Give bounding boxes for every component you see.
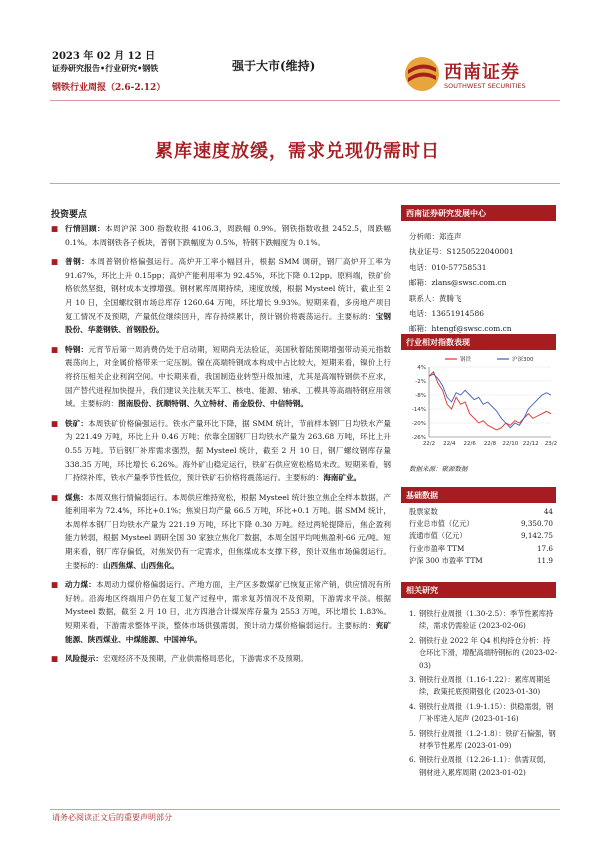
fundamentals-table	[409, 506, 553, 567]
analyst-email[interactable]: 邮箱：zlans@swsc.com.cn	[409, 278, 507, 288]
logo-text-cn: 西南证券	[444, 62, 520, 83]
point-text: 元宵节后第一周消费仍处于启动期，短期尚无法验证，美国秋着陆预期增强带动美元指数震荡向上，对金属价格带来一定压制。镍在高端特钢成本构成中占比较大，短期来看，镍价上行将挤压相关企业利润空间。中长期来看，我国制造业转型升级加速，尤其是高端特钢供不应求，国产替代进程加快提升，我们建议关注航天军工、核电、能源、轴承、工模具等高端特钢应用领域。主要标的：	[65, 344, 392, 409]
title-divider	[50, 183, 560, 184]
point-label: 动力煤：	[65, 580, 97, 590]
related-item[interactable]: 5. 钢铁行业周报（1.2-1.8）：铁矿石偏强，钢材季节性累库 (2023-01-09)	[409, 728, 556, 751]
point-text: 本周沪深 300 指数收报 4106.3，周跌幅 0.9%。钢铁指数收报 2452.5，周跌幅 0.1%。本周钢铁各子板块，普钢下跌幅度为 0.5%，特钢下跌幅度为 0.1%。	[65, 224, 392, 247]
bullet-icon: ■	[51, 580, 59, 590]
key-points-heading: 投资要点	[51, 210, 88, 220]
analyst-license: 执业证号：S1250522040001	[409, 247, 514, 257]
point-text: 本周双焦行情偏弱运行。本周供应维持宽松，根据 Mysteel 统计独立焦企全样本数据，产能利用率为 72.4%，环比+0.1%；焦炭日均产量 66.5 万吨，环比+0.1 万吨。据 SMM 统计，本周样本钢厂日均铁水产量为 221.19 万吨，环比下降 0.30 万吨。经过两轮提降后，焦企盈利能力转弱，根据 Mysteel 调研全国 30 家独立焦化厂数据，本周全国平均吨焦盈利-66 元/吨。短期来看，钢厂库存偏低，对焦炭仍有一定需求，但焦煤成本支撑下移，预计双焦市场偏弱运行。主要标的：	[65, 492, 391, 570]
chart-legend-label: 钢铁	[460, 357, 472, 363]
fund-value: 44	[543, 507, 553, 516]
related-item[interactable]: 2. 钢铁行业 2022 年 Q4 机构持仓分析：持仓环比下滑，增配高端特钢标的 (2023-02-03)	[409, 635, 558, 670]
related-item[interactable]: 4. 钢铁行业周报（1.9-1.15）：供稳需弱，钢厂补库进入尾声 (2023-01-16)	[409, 701, 554, 724]
logo-text-en: SOUTHWEST SECURITIES	[444, 82, 526, 90]
related-item-text[interactable]: 钢铁行业 2022 年 Q4 机构持仓分析：持仓环比下滑，增配高端特钢标的 (2023-02-03)	[419, 635, 558, 670]
related-research-list	[409, 608, 557, 781]
bullet-icon: ■	[51, 344, 59, 354]
chart-series-line-1	[429, 374, 551, 428]
logo-emblem-icon	[404, 56, 440, 92]
contact-name: 联系人：黄腾飞	[409, 293, 462, 303]
point-label: 普钢：	[65, 257, 90, 267]
fund-value: 11.9	[536, 555, 553, 565]
chart-x-tick-label: 23/2	[544, 441, 557, 447]
related-item-text[interactable]: 钢铁行业周报（12.26-1.1）：供需双弱，钢材进入累库周期 (2023-01-02)	[419, 755, 551, 777]
report-type: 证券研究报告•行业研究•钢铁	[52, 63, 159, 73]
point-companies: 山西焦煤、山西焦化。	[102, 560, 179, 570]
fund-value: 9,142.75	[520, 531, 553, 541]
point-companies: 图南股份、抚顺特钢、久立特材、甬金股份、中信特钢。	[118, 399, 308, 409]
related-item[interactable]: 3. 钢铁行业周报（1.16-1.22）：累库周期延续，政策托底预期强化 (2023-01-30)	[409, 675, 551, 697]
point-label: 风险提示：	[65, 654, 103, 664]
chart-x-tick-label: 22/4	[443, 441, 456, 447]
point-text: 本周普钢价格偏强运行。高炉开工率小幅回升，根据 SMM 调研，钢厂高炉开工率为 91.67%，环比上升 0.15pp；高炉产能利用率为 92.45%，环比下降 0.12pp。原料端，铁矿价格依然坚挺，钢材成本支撑增强。钢材累库周期持续，速度放缓，根据 Mysteel 统计，截止至 2 月 10 日，全国螺纹钢市场总库存 1260.64 万吨，环比增长 9.93%。短期来看，多房地产项目复工情况不及预期，产量低位继续回升，库存持续累计，预计钢价将震荡运行。主要标的：	[65, 257, 392, 321]
chart-svg	[405, 353, 557, 453]
chart-y-tick-label: -26%	[411, 435, 426, 441]
fundamentals-section-title: 基础数据	[401, 487, 556, 503]
chart-y-tick-label: -2%	[415, 379, 426, 385]
point-iron-ore	[51, 417, 391, 485]
related-section-title: 相关研究	[401, 582, 556, 598]
fund-row	[409, 530, 553, 542]
point-label: 煤焦：	[65, 492, 88, 502]
chart-y-tick-label: 4%	[417, 365, 426, 371]
point-ordinary-steel	[51, 255, 391, 337]
company-logo	[404, 52, 564, 98]
point-special-steel	[51, 343, 391, 411]
report-period: 钢铁行业周报（2.6-2.12）	[52, 83, 166, 93]
footer-disclaimer: 请务必阅读正文后的重要声明部分	[52, 813, 172, 822]
bullet-icon: ■	[51, 224, 59, 233]
report-title: 累库速度放缓，需求兑现仍需时日	[155, 141, 440, 162]
point-companies: 兖矿能源、陕西煤业、中煤能源、中国神华。	[65, 621, 392, 644]
chart-source: 数据来源：聚源数据	[409, 465, 468, 473]
chart-legend-label: 沪深300	[512, 357, 534, 363]
fund-label: 行业市盈率 TTM	[409, 543, 465, 553]
analyst-info	[409, 229, 559, 337]
analyst-phone: 电话：010-57758531	[409, 262, 487, 272]
point-companies: 宝钢股份、华菱钢铁、首钢股份。	[65, 311, 392, 335]
related-item[interactable]: 1. 钢铁行业周报（1.30-2.5）：季节性累库持续，需求仍需验证 (2023-02-06)	[409, 609, 554, 631]
fund-row	[409, 543, 553, 555]
footer-divider	[50, 809, 560, 810]
point-text: 宏观经济不及预期，产业供需格局恶化，下游需求不及预期。	[102, 654, 308, 664]
header-divider	[50, 100, 560, 101]
related-item-text[interactable]: 钢铁行业周报（1.2-1.8）：铁矿石偏强，钢材季节性累库 (2023-01-09)	[419, 728, 556, 751]
point-market-review	[51, 222, 391, 249]
fund-label: 行业总市值（亿元）	[409, 519, 474, 529]
point-coking-coal	[51, 491, 391, 573]
point-label: 铁矿：	[65, 418, 89, 428]
bullet-icon: ■	[51, 418, 59, 428]
related-item-text[interactable]: 钢铁行业周报（1.9-1.15）：供稳需弱，钢厂补库进入尾声 (2023-01-16)	[419, 701, 554, 724]
related-item-text[interactable]: 钢铁行业周报（1.30-2.5）：季节性累库持续，需求仍需验证 (2023-02-06)	[419, 609, 554, 631]
point-thermal-coal	[51, 578, 391, 646]
point-label: 行情回顾：	[65, 224, 106, 233]
analyst-section-title: 西南证券研究发展中心	[401, 205, 556, 221]
fund-label: 沪深 300 市盈率 TTM	[409, 555, 483, 565]
chart-section-title: 行业相对指数表现	[401, 334, 556, 350]
report-date: 2023 年 02 月 12 日	[52, 51, 156, 62]
bullet-icon: ■	[51, 257, 59, 267]
chart-x-tick-label: 22/2	[422, 441, 436, 447]
contact-phone: 电话：13651914586	[409, 309, 484, 319]
chart-x-tick-label: 22/10	[502, 441, 519, 447]
chart-y-tick-label: -8%	[415, 393, 426, 399]
chart-series-line-0	[429, 372, 551, 430]
industry-rating: 强于大市(维持)	[232, 59, 316, 73]
bullet-icon: ■	[51, 654, 59, 664]
fund-label: 股票家数	[409, 507, 438, 516]
fund-row	[409, 555, 553, 567]
bullet-icon: ■	[51, 492, 59, 502]
fund-value: 9,350.70	[520, 519, 553, 529]
chart-x-tick-label: 22/12	[522, 441, 539, 447]
fund-value: 17.6	[536, 543, 553, 553]
chart-x-tick-label: 22/6	[463, 441, 476, 447]
key-points-list	[51, 222, 391, 672]
point-text: 本周铁矿价格偏强运行。铁水产量环比下降，据 SMM 统计，节前样本钢厂日均铁水产量为 221.49 万吨，环比上升 0.46 万吨；依靠全国钢厂日均铁水产量为 263.68 万吨，环比上升 0.55 万吨。节后钢厂补库需求强烈，据 Mysteel 统计，截至 2 月 10 日，钢厂螺纹钢库存量 338.35 万吨，环比增长 6.26%。海外矿山稳定运行，铁矿石供应宽松格局未改。短期来看，钢厂持续补库，铁水产量季节性低位，预计铁矿石价格将震荡运行。主要标的：	[65, 418, 392, 483]
contact-email[interactable]: 邮箱：htengf@swsc.com.cn	[409, 324, 512, 334]
relative-index-chart	[405, 353, 557, 453]
related-item[interactable]: 6. 钢铁行业周报（12.26-1.1）：供需双弱，钢材进入累库周期 (2023-01-02)	[409, 755, 551, 777]
fund-label: 流通市值（亿元）	[409, 531, 467, 541]
point-text: 本周动力煤价格偏弱运行。产地方面，主产区多数煤矿已恢复正常产销，供应情况有所好转。沿海地区终端用户仍在复工复产过程中，需求复苏情况不及预期，下游需求平淡。根据 Mysteel 数据，截至 2 月 10 日，北方四港合计煤炭库存量为 2553 万吨，环比增长 1.83%。短期来看，下游需求整体平淡，整体市场供强需弱，预计动力煤价格偏弱运行。主要标的：	[65, 580, 392, 631]
fund-row	[409, 518, 553, 530]
chart-y-tick-label: -14%	[411, 407, 426, 413]
point-label: 特钢：	[65, 344, 89, 354]
fund-row	[409, 506, 553, 518]
point-risk	[51, 652, 391, 666]
chart-x-tick-label: 22/8	[483, 441, 497, 447]
point-companies: 海南矿业。	[323, 473, 362, 483]
chart-y-tick-label: -20%	[411, 421, 426, 427]
analyst-name: 分析师：郑连声	[409, 232, 462, 241]
related-item-text[interactable]: 钢铁行业周报（1.16-1.22）：累库周期延续，政策托底预期强化 (2023-01-30)	[419, 675, 551, 697]
